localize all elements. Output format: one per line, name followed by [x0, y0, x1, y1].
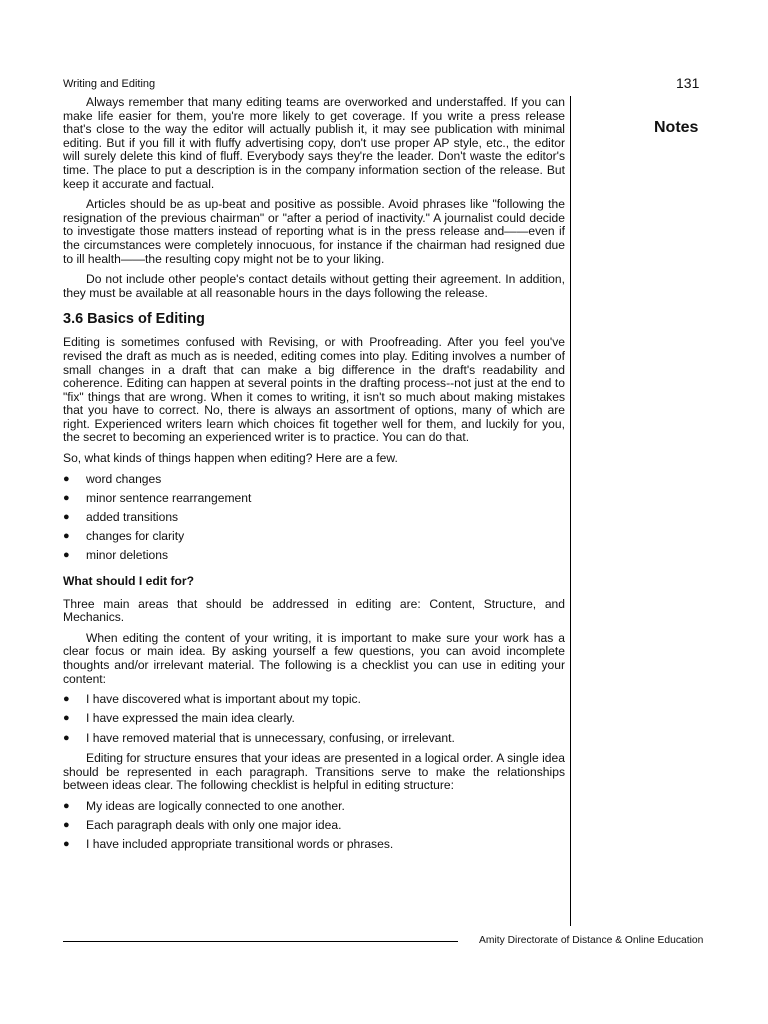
list-item-text: I have discovered what is important about my topic. [86, 692, 361, 707]
content-checklist [63, 693, 565, 745]
bullet-icon: ● [63, 799, 70, 812]
list-item [63, 492, 565, 506]
list-item [63, 530, 565, 544]
list-item [63, 800, 565, 814]
running-header: Writing and Editing [63, 78, 156, 90]
paragraph-upbeat-articles: Articles should be as up-beat and positive as possible. Avoid phrases like "following the resignation of the previous chairman" or "after a period of inactivity." A journalist could decide to investigate those matters instead of reporting what is in the press release and——even if the circumstances were completely innocuous, for instance if the chairman had resigned due to ill health——the resulting copy might not be to your liking. [63, 197, 565, 266]
list-item [63, 549, 565, 563]
list-item-text: changes for clarity [86, 529, 185, 544]
list-item-text: minor deletions [86, 548, 169, 563]
paragraph-content: When editing the content of your writing, it is important to make sure your work has a clear focus or main idea. By asking yourself a few questions, you can avoid incomplete thoughts and/or irrelevant material. The following is a checklist you can use in editing your content: [63, 630, 565, 686]
page-number: 131 [676, 75, 700, 91]
paragraph-structure: Editing for structure ensures that your ideas are presented in a logical order. A single idea should be represented in each paragraph. Transitions serve to make the relationships between ideas clear. The following checklist is helpful in editing structure: [63, 751, 565, 793]
list-item-text: Each paragraph deals with only one major idea. [86, 818, 342, 833]
editing-changes-list [63, 473, 565, 563]
paragraph-editing-teams: Always remember that many editing teams are overworked and understaffed. If you can make life easier for them, you're more likely to get coverage. If you write a press release that's close to the way the editor will actually publish it, it may see publication with minimal editing. But if you fill it with fluffy advertising copy, don't use proper AP style, etc., the editor will surely delete this kind of fluff. Everybody says they're the leader. Don't waste the editor's time. The place to put a description is in the company information section of the release. But keep it accurate and factual. [63, 95, 565, 191]
paragraph-three-areas: Three main areas that should be addressed in editing are: Content, Structure, and Mechanics. [63, 596, 565, 625]
bullet-icon: ● [63, 491, 70, 504]
list-item [63, 732, 565, 746]
bullet-icon: ● [63, 549, 70, 562]
list-item-text: My ideas are logically connected to one another. [86, 798, 345, 813]
list-item [63, 712, 565, 726]
bullet-icon: ● [63, 838, 70, 851]
margin-divider [570, 96, 571, 926]
subheading-what-to-edit: What should I edit for? [63, 574, 194, 588]
list-item-text: added transitions [86, 510, 179, 525]
structure-checklist [63, 800, 565, 852]
bullet-icon: ● [63, 511, 70, 524]
section-heading: 3.6 Basics of Editing [63, 311, 205, 328]
notes-margin-label: Notes [654, 119, 699, 136]
list-item-text: minor sentence rearrangement [86, 490, 252, 505]
paragraph-lead-in: So, what kinds of things happen when editing? Here are a few. [63, 451, 398, 466]
list-item-text: I have included appropriate transitional words or phrases. [86, 837, 394, 852]
paragraph-editing-intro: Editing is sometimes confused with Revising, or with Proofreading. After you feel you've revised the draft as much as is needed, editing comes into play. Editing involves a number of small changes in a draft that can make a big difference in the draft's readability and coherence. Editing can happen at several points in the drafting process--not just at the end to "fix" things that are wrong. When it comes to writing, it isn't so much about making mistakes that you have to correct. No, there is always an assortment of options, many of which are right. Experienced writers learn which choices fit together well for them, and luckily for you, the secret to becoming an experienced writer is to practice. You can do that. [63, 335, 565, 445]
paragraph-contact-details: Do not include other people's contact details without getting their agreement. In addition, they must be available at all reasonable hours in the days following the release. [63, 272, 565, 300]
list-item [63, 819, 565, 833]
bullet-icon: ● [63, 731, 70, 744]
footer-rule [63, 941, 458, 942]
bullet-icon: ● [63, 712, 70, 725]
list-item-text: I have expressed the main idea clearly. [86, 711, 295, 726]
list-item [63, 693, 565, 707]
list-item [63, 473, 565, 487]
bullet-icon: ● [63, 819, 70, 832]
bullet-icon: ● [63, 530, 70, 543]
list-item-text: word changes [86, 471, 162, 486]
list-item-text: I have removed material that is unnecessary, confusing, or irrelevant. [86, 730, 455, 745]
bullet-icon: ● [63, 472, 70, 485]
footer-text: Amity Directorate of Distance & Online Education [479, 935, 704, 946]
list-item [63, 511, 565, 525]
bullet-icon: ● [63, 693, 70, 706]
list-item [63, 838, 565, 852]
page-body [63, 96, 565, 859]
